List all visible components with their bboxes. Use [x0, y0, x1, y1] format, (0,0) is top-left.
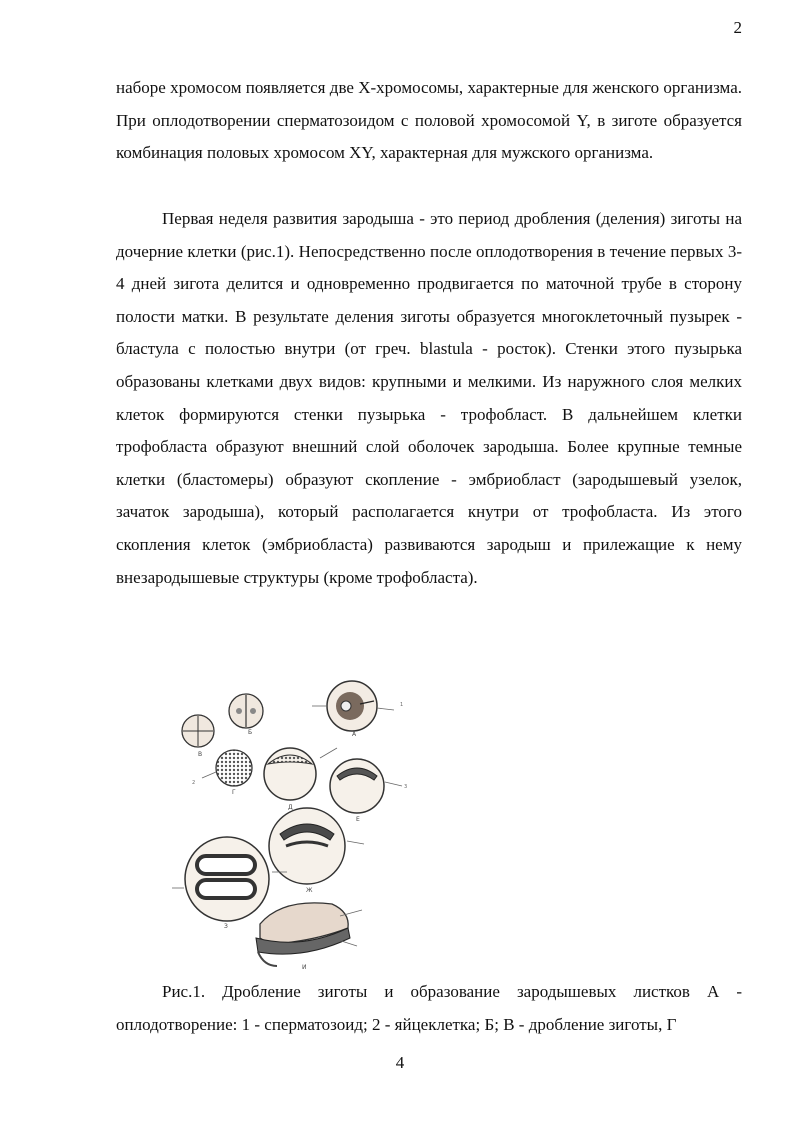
embryo-figure-svg	[172, 676, 412, 971]
embryo-development-figure	[172, 676, 412, 971]
stage-a-fertilization	[312, 681, 394, 738]
stage-g-morula	[202, 750, 252, 796]
stage-v-four-cell	[182, 715, 214, 758]
label-g: Г	[232, 789, 236, 796]
label-e: Е	[356, 816, 360, 823]
label-num-1: 1	[400, 702, 404, 708]
stage-i-embryo-section	[256, 903, 362, 971]
paragraph-2: Первая неделя развития зародыша - это период дробления (деления) зиготы на дочерние клетки (рис.1). Непосредственно после оплодотворения в течение первых 3-4 дней зигота делится и одновременно продвигается по маточной трубе в сторону полости матки. В результате деления зиготы образуется многоклеточный пузырек - бластула с полостью внутри (от греч. blastula - росток). Стенки этого пузырька образованы клетками двух видов: крупными и мелкими. Из наружного слоя мелких клеток формируются стенки пузырька - трофобласт. В дальнейшем клетки трофобласта образуют внешний слой оболочек зародыша. Более крупные темные клетки (бластомеры) образуют скопление - эмбриобласт (зародышевый узелок, зачаток зародыша), который располагается кнутри от трофобласта. Из этого скопления клеток (эмбриобласта) развиваются зародыш и прилежащие к нему внезародышевые структуры (кроме трофобласта).	[116, 209, 742, 587]
label-v: В	[198, 751, 203, 758]
text-block-2	[116, 203, 742, 594]
label-zh: Ж	[306, 887, 313, 894]
text-block-1	[116, 72, 742, 170]
stage-e-blastocyst	[330, 759, 402, 823]
paragraph-1: наборе хромосом появляется две Х-хромосомы, характерные для женского организма. При оплодотворении сперматозоидом с половой хромосомой Y, в зиготе образуется комбинация половых хромосом XY, характерная для мужского организма.	[116, 78, 742, 163]
figure-caption: Рис.1. Дробление зиготы и образование зародышевых листков А - оплодотворение: 1 - сперматозоид; 2 - яйцеклетка; Б; В - дробление зиготы, Г	[116, 982, 742, 1034]
label-i: И	[302, 964, 307, 971]
page-number-top: 2	[733, 18, 742, 37]
stage-b-two-cell	[229, 694, 263, 736]
label-num-2: 2	[192, 780, 196, 786]
label-b: Б	[248, 729, 253, 736]
stage-zh-implantation	[269, 808, 364, 894]
label-d: Д	[288, 804, 293, 811]
stage-d-blastula	[264, 748, 337, 811]
page-number-bottom: 4	[395, 1053, 405, 1072]
label-z: З	[224, 923, 228, 930]
label-num-3: 3	[404, 784, 408, 790]
label-a: А	[352, 731, 357, 738]
